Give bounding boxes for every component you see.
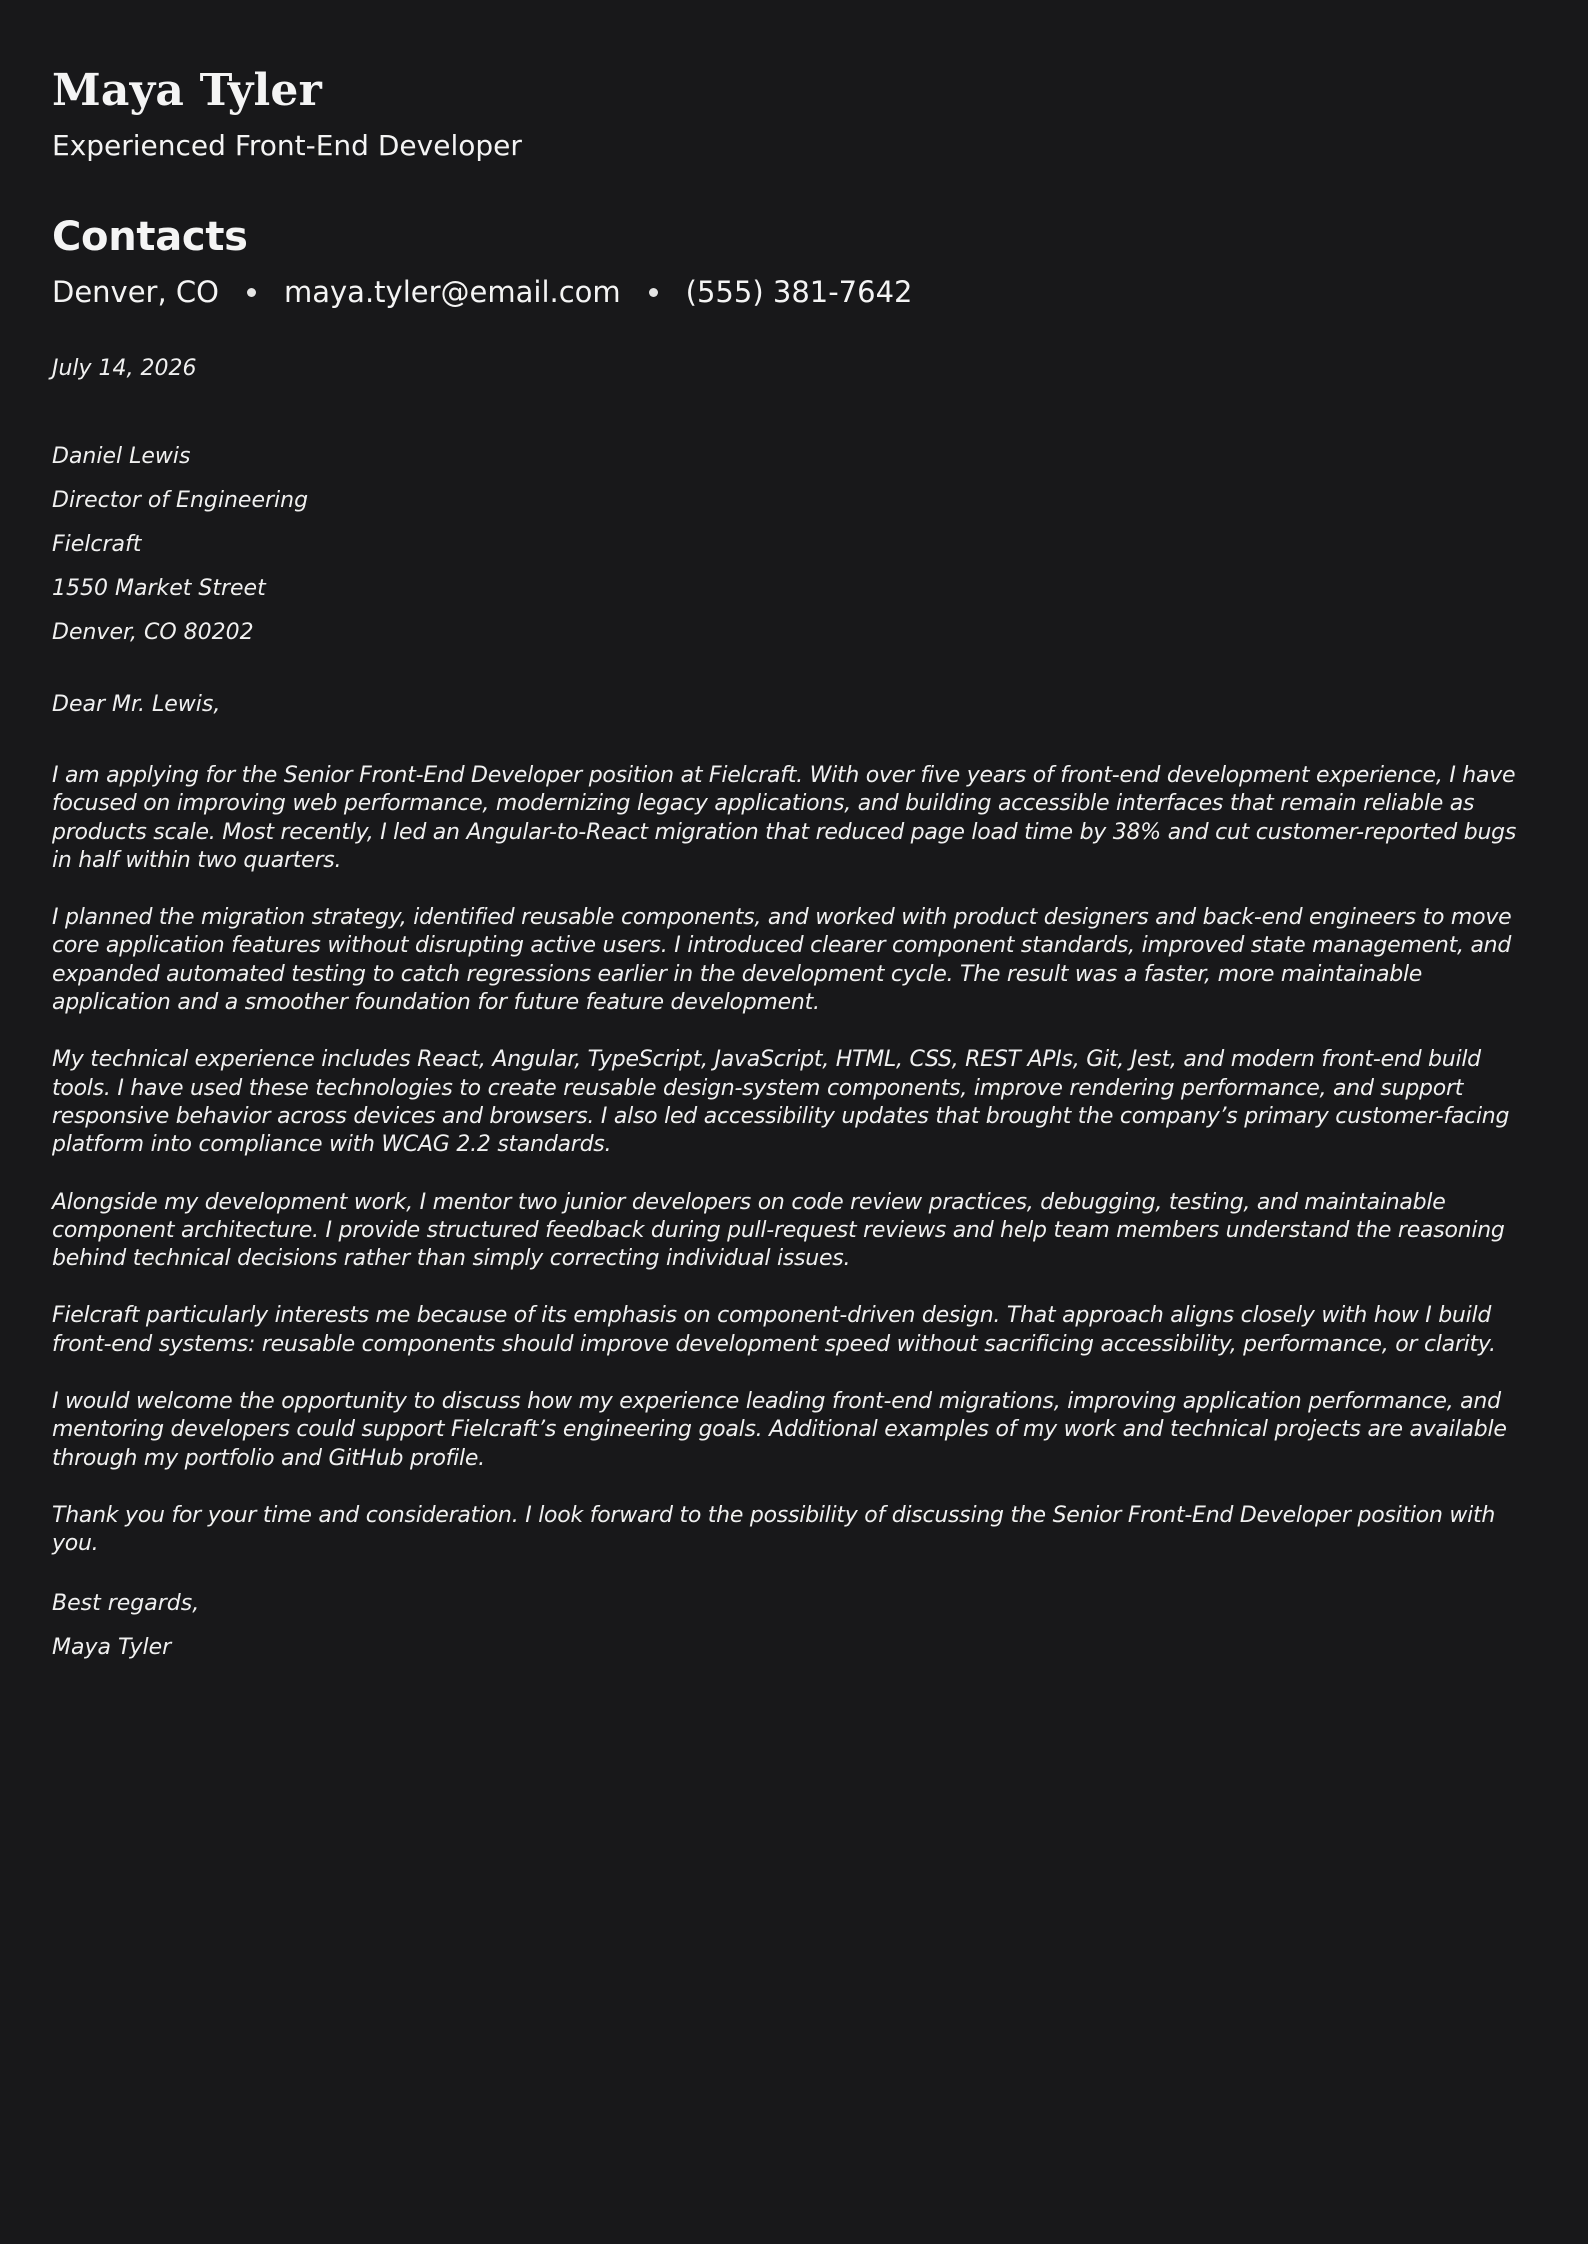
letter-paragraph: I am applying for the Senior Front-End Developer position at Fielcraft. With over five years of front-end development experience, I have focused on improving web performance, modernizing legacy applications, and building accessible interfaces that remain reliable as products scale. Most recently, I led an Angular-to-React migration that reduced page load time by 38% and cut customer-reported bugs in half within two quarters.	[52, 763, 1517, 873]
applicant-title: Experienced Front-End Developer	[52, 129, 522, 162]
signature-name: Maya Tyler	[52, 1634, 172, 1660]
recipient-title: Director of Engineering	[52, 488, 309, 513]
recipient-company: Fielcraft	[52, 532, 142, 557]
letter-paragraph: Thank you for your time and consideration. I look forward to the possibility of discussing the Senior Front-End Developer position with you.	[52, 1502, 1496, 1557]
salutation: Dear Mr. Lewis,	[52, 692, 221, 717]
bullet-separator	[649, 288, 658, 297]
applicant-name: Maya Tyler	[52, 65, 322, 116]
letter-paragraph: My technical experience includes React, Angular, TypeScript, JavaScript, HTML, CSS, REST APIs, Git, Jest, and modern front-end build tools. I have used these technologies to create reusable design-system components, improve rendering performance, and support responsive behavior across devices and browsers. I also led accessibility updates that brought the company’s primary customer-facing platform into compliance with WCAG 2.2 standards.	[52, 1047, 1510, 1158]
contact-phone[interactable]: (555) 381-7642	[685, 275, 913, 309]
recipient-block	[52, 442, 1536, 648]
contact-email[interactable]: maya.tyler@email.com	[284, 275, 621, 309]
letter-paragraphs	[52, 762, 1536, 1559]
closing-phrase: Best regards,	[52, 1590, 200, 1616]
contacts-heading: Contacts	[52, 214, 248, 260]
recipient-city: Denver, CO 80202	[52, 620, 254, 645]
recipient-name: Daniel Lewis	[52, 444, 191, 469]
letter-date: July 14, 2026	[52, 356, 197, 381]
closing-block	[52, 1589, 1536, 1663]
contact-location: Denver, CO	[52, 275, 219, 309]
contacts-line	[52, 272, 1536, 312]
letter-paragraph: I planned the migration strategy, identified reusable components, and worked with product designers and back-end engineers to move core application features without disrupting active users. I introduced clearer component standards, improved state management, and expanded automated testing to catch regressions earlier in the development cycle. The result was a faster, more maintainable application and a smoother foundation for future feature development.	[52, 905, 1512, 1016]
letter-paragraph: Alongside my development work, I mentor two junior developers on code review practices, debugging, testing, and maintainable component architecture. I provide structured feedback during pull-request reviews and help team members understand the reasoning behind technical decisions rather than simply correcting individual issues.	[52, 1189, 1505, 1272]
letter-paragraph: Fielcraft particularly interests me because of its emphasis on component-driven design. That approach aligns closely with how I build front-end systems: reusable components should improve development speed without sacrificing accessibility, performance, or clarity.	[52, 1303, 1496, 1357]
letter-body	[52, 354, 1536, 1663]
letter-paragraph: I would welcome the opportunity to discuss how my experience leading front-end migrations, improving application performance, and mentoring developers could support Fielcraft’s engineering goals. Additional examples of my work and technical projects are available through my portfolio and GitHub profile.	[52, 1389, 1507, 1471]
bullet-separator	[247, 288, 256, 297]
recipient-street: 1550 Market Street	[52, 576, 266, 601]
